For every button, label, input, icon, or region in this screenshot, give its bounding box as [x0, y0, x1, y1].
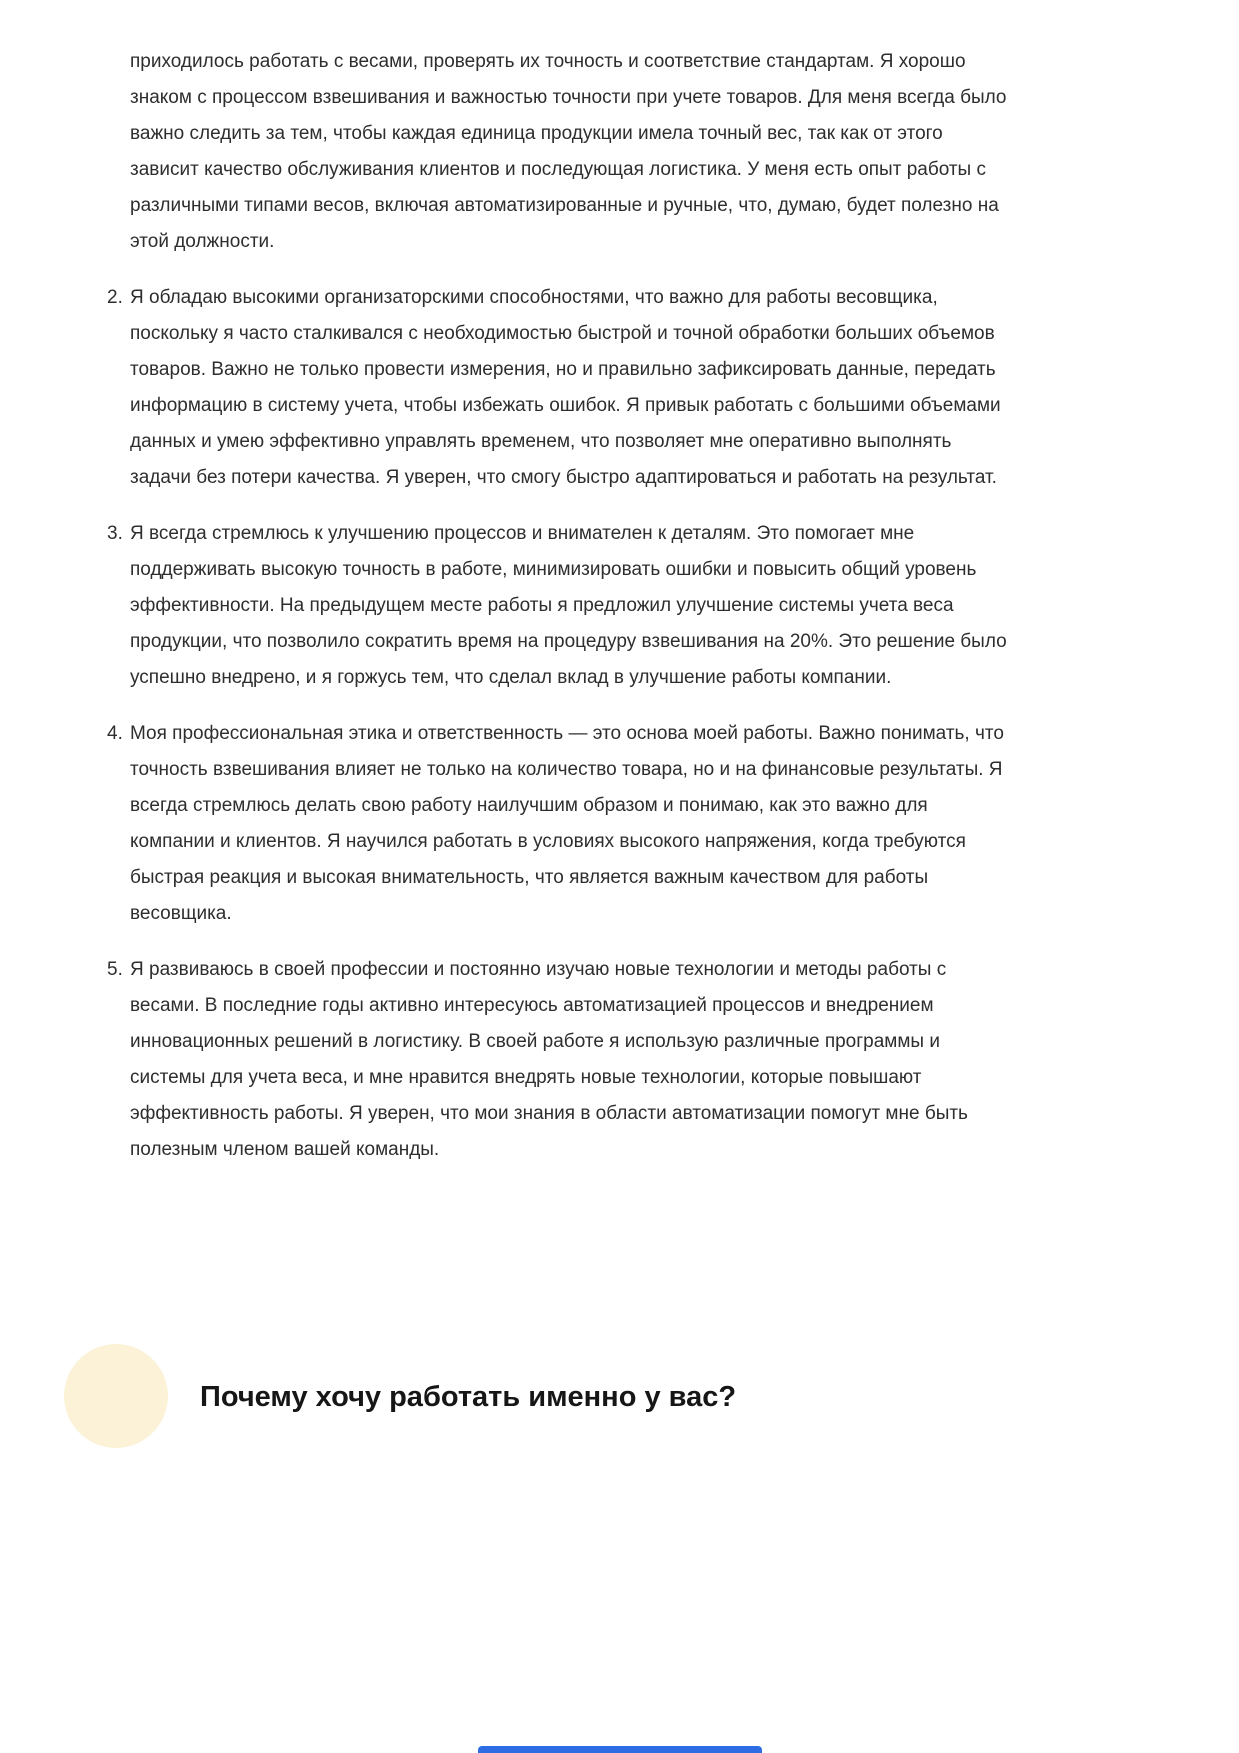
- bottom-accent-bar: [478, 1746, 762, 1753]
- list-item: [107, 952, 1013, 1168]
- list-item: [107, 716, 1013, 932]
- list-item-text: Я всегда стремлюсь к улучшению процессов и внимателен к деталям. Это помогает мне поддерживать высокую точность в работе, минимизировать ошибки и повысить общий уровень эффективности. На предыдущем месте работы я предложил улучшение системы учета веса продукции, что позволило сократить время на процедуру взвешивания на 20%. Это решение было успешно внедрено, и я горжусь тем, что сделал вклад в улучшение работы компании.: [130, 523, 1007, 688]
- decorative-circle: [64, 1344, 168, 1448]
- list-item-number: 3.: [107, 523, 123, 544]
- list-item-text: Я развиваюсь в своей профессии и постоянно изучаю новые технологии и методы работы с весами. В последние годы активно интересуюсь автоматизацией процессов и внедрением инновационных решений в логистику. В своей работе я использую различные программы и системы для учета веса, и мне нравится внедрять новые технологии, которые повышают эффективность работы. Я уверен, что мои знания в области автоматизации помогут мне быть полезным членом вашей команды.: [130, 959, 968, 1160]
- intro-paragraph: приходилось работать с весами, проверять их точность и соответствие стандартам. Я хорошо знаком с процессом взвешивания и важностью точности при учете товаров. Для меня всегда было важно следить за тем, чтобы каждая единица продукции имела точный вес, так как от этого зависит качество обслуживания клиентов и последующая логистика. У меня есть опыт работы с различными типами весов, включая автоматизированные и ручные, что, думаю, будет полезно на этой должности.: [130, 51, 1007, 252]
- list-item-text: Моя профессиональная этика и ответственность — это основа моей работы. Важно понимать, что точность взвешивания влияет не только на количество товара, но и на финансовые результаты. Я всегда стремлюсь делать свою работу наилучшим образом и понимаю, как это важно для компании и клиентов. Я научился работать в условиях высокого напряжения, когда требуются быстрая реакция и высокая внимательность, что является важным качеством для работы весовщика.: [130, 723, 1004, 924]
- list-item-number: 4.: [107, 723, 123, 744]
- numbered-list: [107, 280, 1013, 1168]
- list-item-number: 5.: [107, 959, 123, 980]
- list-item: [107, 280, 1013, 496]
- next-section-header: [107, 1354, 1013, 1484]
- list-item: [107, 516, 1013, 696]
- list-item-text: Я обладаю высокими организаторскими способностями, что важно для работы весовщика, поскольку я часто сталкивался с необходимостью быстрой и точной обработки больших объемов товаров. Важно не только провести измерения, но и правильно зафиксировать данные, передать информацию в систему учета, чтобы избежать ошибок. Я привык работать с большими объемами данных и умею эффективно управлять временем, что позволяет мне оперативно выполнять задачи без потери качества. Я уверен, что смогу быстро адаптироваться и работать на результат.: [130, 287, 1001, 488]
- section-heading: Почему хочу работать именно у вас?: [200, 1381, 737, 1413]
- list-item-number: 2.: [107, 287, 123, 308]
